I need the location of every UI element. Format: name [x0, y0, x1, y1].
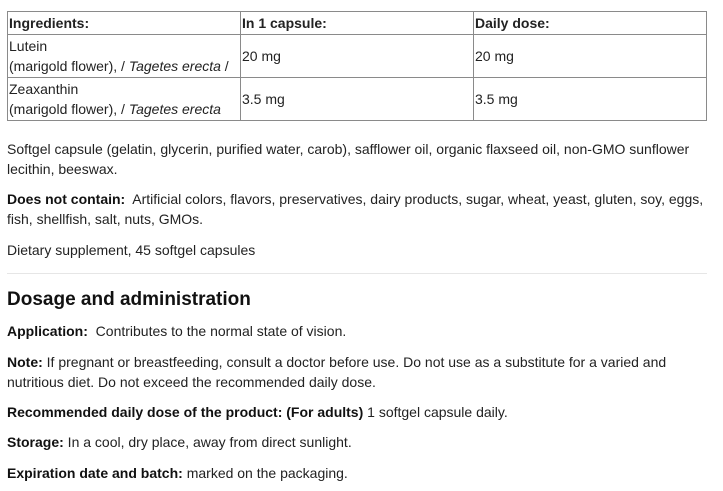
ingredient-cell	[8, 35, 241, 78]
dosage-heading: Dosage and administration	[7, 289, 251, 310]
application-text: Contributes to the normal state of vision.	[87, 323, 347, 339]
not-contain-paragraph	[7, 189, 707, 229]
daily-dose-cell: 20 mg	[474, 35, 707, 78]
storage-paragraph	[7, 432, 707, 452]
storage-text: In a cool, dry place, away from direct sunlight.	[63, 434, 352, 450]
daily-dose-paragraph	[7, 402, 707, 422]
ingredient-latin: Tagetes erecta	[128, 101, 221, 117]
note-text: If pregnant or breastfeeding, consult a doctor before use. Do not use as a substitute for a varied and nutritious diet. Do not exceed the recommended daily dose.	[7, 354, 671, 390]
ingredient-name: Lutein	[9, 38, 48, 54]
per-capsule-cell: 3.5 mg	[241, 78, 474, 121]
section-divider	[7, 273, 707, 274]
application-label: Application:	[7, 323, 88, 339]
table-header-row	[8, 12, 707, 35]
ingredient-latin-suffix: /	[220, 58, 229, 74]
daily-dose-text: 1 softgel capsule daily.	[363, 404, 508, 420]
daily-dose-cell: 3.5 mg	[474, 78, 707, 121]
table-row	[8, 78, 707, 121]
composition-text: Softgel capsule (gelatin, glycerin, purified water, carob), safflower oil, organic flaxseed oil, non-GMO sunflower lecithin, beeswax.	[7, 141, 690, 177]
header-per-capsule: In 1 capsule:	[241, 12, 474, 35]
note-paragraph	[7, 352, 707, 392]
product-info	[7, 11, 707, 483]
storage-label: Storage:	[7, 434, 64, 450]
expiry-label: Expiration date and batch:	[7, 465, 183, 481]
not-contain-label: Does not contain:	[7, 191, 126, 207]
daily-dose-label: Recommended daily dose of the product: (For adults)	[7, 404, 364, 420]
ingredient-source: (marigold flower), /	[9, 58, 129, 74]
table-row	[8, 35, 707, 78]
ingredient-cell	[8, 78, 241, 121]
supplement-text: Dietary supplement, 45 softgel capsules	[7, 242, 256, 258]
per-capsule-cell: 20 mg	[241, 35, 474, 78]
ingredient-name: Zeaxanthin	[9, 81, 79, 97]
application-paragraph	[7, 321, 707, 341]
header-ingredients: Ingredients:	[8, 12, 241, 35]
not-contain-text: Artificial colors, flavors, preservatives, dairy products, sugar, wheat, yeast, gluten, soy, eggs, fish, shellfish, salt, nuts, GMOs.	[7, 191, 708, 227]
expiry-text: marked on the packaging.	[182, 465, 348, 481]
ingredients-table	[7, 11, 707, 121]
ingredient-source: (marigold flower), /	[9, 101, 129, 117]
ingredient-latin: Tagetes erecta	[128, 58, 221, 74]
note-label: Note:	[7, 354, 43, 370]
expiry-paragraph	[7, 463, 707, 483]
header-daily-dose: Daily dose:	[474, 12, 707, 35]
